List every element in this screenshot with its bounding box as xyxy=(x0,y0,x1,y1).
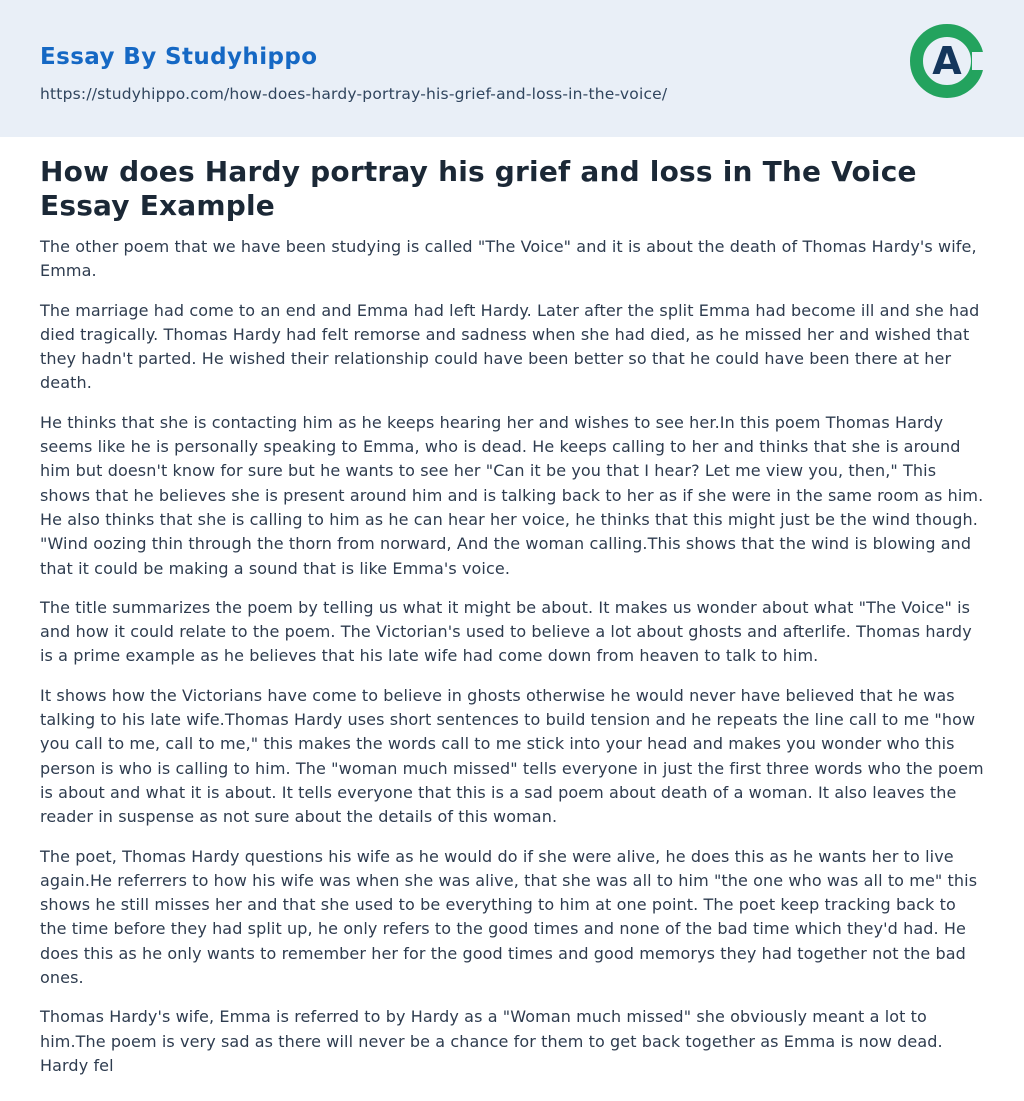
essay-paragraph: The poet, Thomas Hardy questions his wife as he would do if she were alive, he does this as he wants her to live again.He referrers to how his wife was when she was alive, that she was all to him "the one who was all to me" this shows he still misses her and that she used to be everything to him at one point. The poet keep tracking back to the time before they had split up, he only refers to the good times and none of the bad time which they'd had. He does this as he only wants to remember her for the good times and good memorys they had together not the bad ones. xyxy=(40,846,978,988)
logo-letter: A xyxy=(932,39,962,83)
essay-title: How does Hardy portray his grief and loss in The Voice Essay Example xyxy=(40,155,917,222)
header-text xyxy=(40,44,984,103)
page-header xyxy=(0,0,1024,137)
essay-paragraph: The title summarizes the poem by telling us what it might be about. It makes us wonder about what "The Voice" is and how it could relate to the poem. The Victorian's used to believe a lot about ghosts and afterlife. Thomas hardy is a prime example as he believes that his late wife had come down from heaven to talk to him. xyxy=(40,597,972,666)
essay-paragraph: It shows how the Victorians have come to believe in ghosts otherwise he would never have believed that he was talking to his late wife.Thomas Hardy uses short sentences to build tension and he repeats the line call to me "how you call to me, call to me," this makes the words call to me stick into your head and makes you wonder who this person is who is calling to him. The "woman much missed" tells everyone in just the first three words who the poem is about and what it is about. It tells everyone that this is a sad poem about death of a woman. It also leaves the reader in suspense as not sure about the details of this woman. xyxy=(40,685,984,827)
essay-paragraph: Thomas Hardy's wife, Emma is referred to by Hardy as a "Woman much missed" she obviously meant a lot to him.The poem is very sad as there will never be a chance for them to get back together as Emma is now dead. Hardy fel xyxy=(40,1007,943,1075)
essay-paragraph: The marriage had come to an end and Emma had left Hardy. Later after the split Emma had become ill and she had died tragically. Thomas Hardy had felt remorse and sadness when she had died, as he missed her and wished that they hadn't parted. He wished their relationship could have been better so that he could have been there at her death. xyxy=(40,300,980,393)
essay-body xyxy=(40,235,984,1078)
essay-paragraph: He thinks that she is contacting him as he keeps hearing her and wishes to see her.In this poem Thomas Hardy seems like he is personally speaking to Emma, who is dead. He keeps calling to her and thinks that she is around him but doesn't know for sure but he wants to see her "Can it be you that I hear? Let me view you, then," This shows that he believes she is present around him and is talking back to her as if she were in the same room as him. He also thinks that she is calling to him as he can hear her voice, he thinks that this might just be the wind though. "Wind oozing thin through the thorn from norward, And the woman calling.This shows that the wind is blowing and that it could be making a sound that is like Emma's voice. xyxy=(40,412,984,578)
essay-content xyxy=(0,137,1024,1078)
brand-title: Essay By Studyhippo xyxy=(40,44,318,70)
studyhippo-logo xyxy=(910,24,984,98)
essay-paragraph: The other poem that we have been studying is called "The Voice" and it is about the death of Thomas Hardy's wife, Emma. xyxy=(40,237,977,281)
source-url-link[interactable]: https://studyhippo.com/how-does-hardy-portray-his-grief-and-loss-in-the-voice/ xyxy=(40,85,668,103)
